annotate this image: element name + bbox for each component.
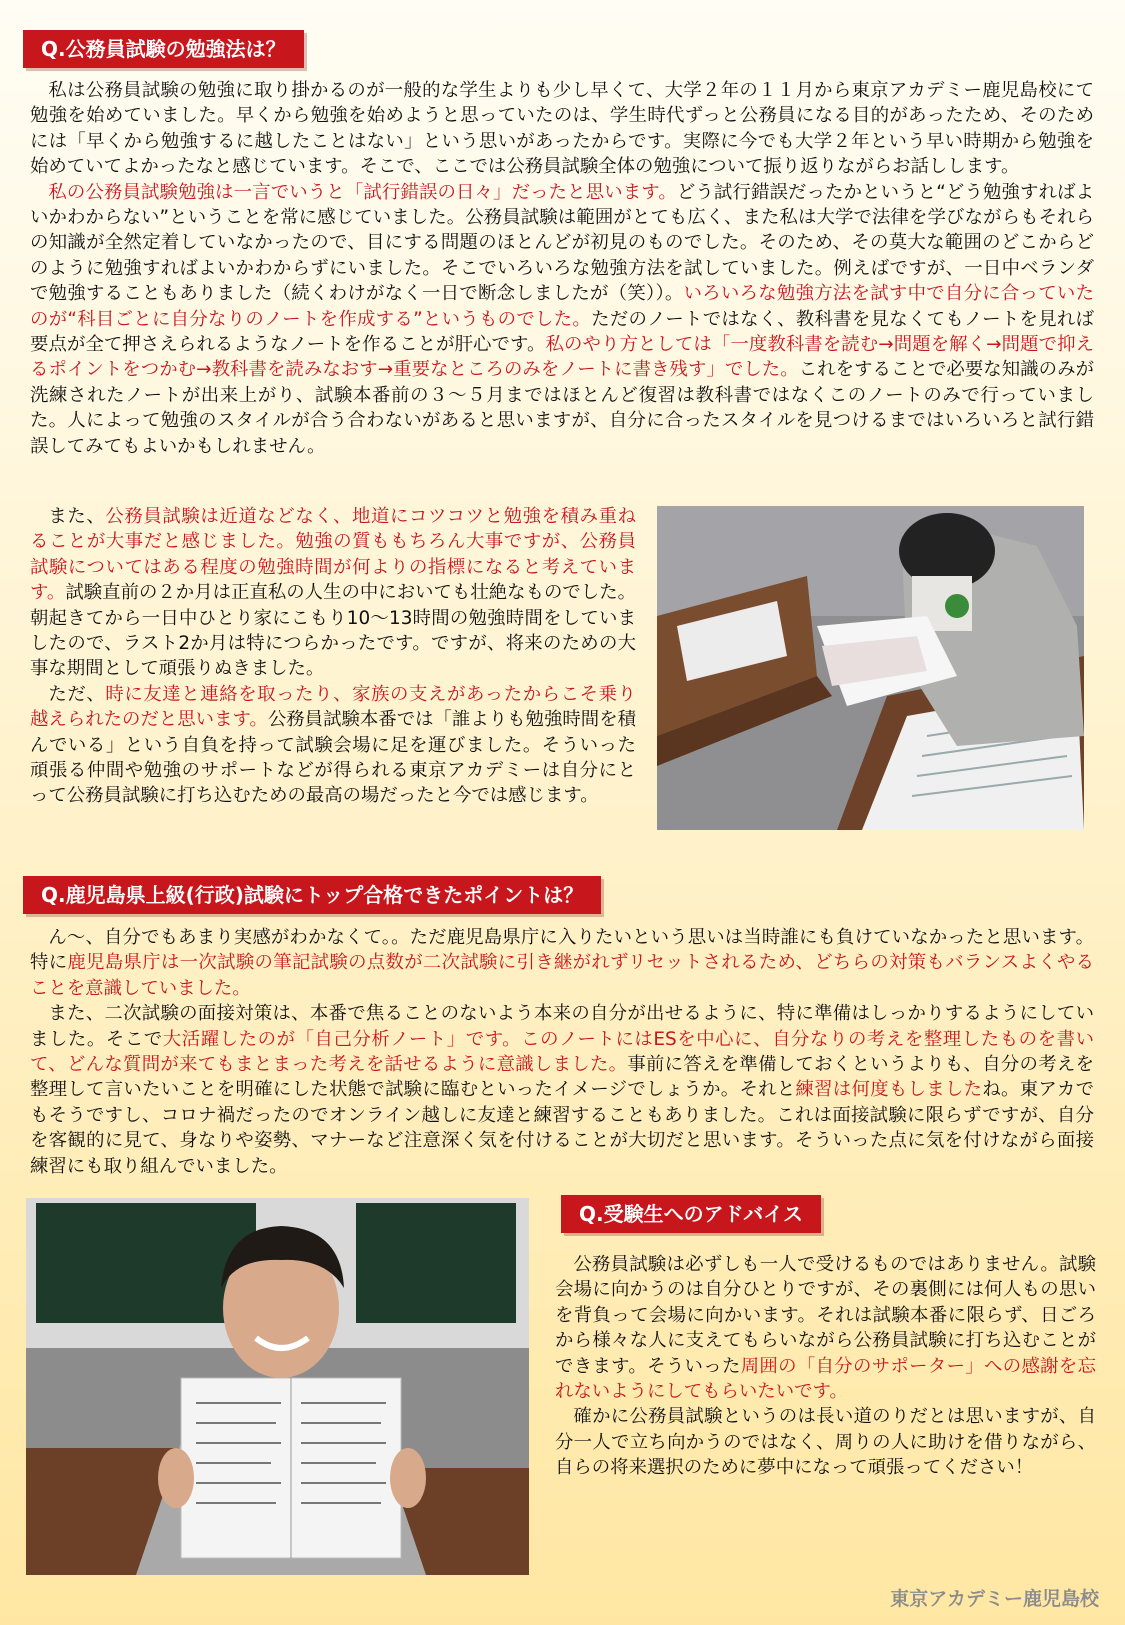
section1-paragraph-3 <box>30 504 636 682</box>
text: また、二次試験の面接対策は、本番で焦ることのないよう本来の自分が出せるように、特に準備はしっかりするようにしていました。そこで <box>30 1003 1094 1050</box>
section3-paragraph-2: 確かに公務員試験というのは長い道のりだとは思いますが、自分一人で立ち向かうのではなく、周りの人に助けを借りながら、自らの将来選択のために夢中になって頑張ってください！ <box>555 1406 1096 1479</box>
section1-heading: Q.公務員試験の勉強法は？ <box>23 30 304 68</box>
text: 事前に答えを準備しておくというよりも、自分の考えを整理して言いたいことを明確にした状態で試験に臨むといったイメージでしょうか。それと <box>30 1054 1094 1101</box>
section1-text-left <box>30 504 636 809</box>
text: 公務員試験本番では「誰よりも勉強時間を積んでいる」という自負を持って試験会場に足を運びました。そういった頑張る仲間や勉強のサポートなどが得られる東京アカデミーは自分にとって公務員試験に打ち込むための最高の場だったと今では感じます。 <box>30 709 636 807</box>
highlight: 時に友達と連絡を取ったり、家族の支えがあったからこそ乗り越えられたのだと思います。 <box>30 683 636 731</box>
section3-paragraph-1 <box>555 1252 1096 1404</box>
text: ただのノートではなく、教科書を見なくてもノートを見れば要点が全て押さえられるようなノートを作ることが肝心です。 <box>30 308 1094 356</box>
text: ね。東アカでもそうですし、コロナ禍だったのでオンライン越しに友達と練習することもありました。これは面接試験に限らずですが、自分を客観的に見て、身なりや姿勢、マナーなど注意深く気を付けることが大切だと思います。そういった点に気を付けながら面接練習にも取り組んでいました。 <box>30 1079 1094 1177</box>
highlight: いろいろな勉強方法を試す中で自分に合っていたのが“科目ごとに自分なりのノートを作成する”というものでした。 <box>30 283 1094 330</box>
text: ん～、自分でもあまり実感がわかなくて。。ただ鹿児島県庁に入りたいという思いは当時誰にも負けていなかったと思います。特に <box>30 927 1094 974</box>
highlight: 練習は何度もしました <box>795 1079 983 1101</box>
text: どう試行錯誤だったかというと“どう勉強すればよいかわからない”ということを常に感じていました。公務員試験は範囲がとても広く、また私は大学で法律を学びながらもそれらの知識が全然定着していなかったので、目にする問題のほとんどが初見のものでした。そのため、その莫大な範囲のどこからどのように勉強すればよいかわからずにいました。そこでいろいろな勉強方法を試していました。例えばですが、一日中ベランダで勉強することもありました（続くわけがなく一日で断念しましたが（笑））。 <box>30 181 1094 305</box>
section1-paragraph-4 <box>30 682 636 809</box>
text: 公務員試験は必ずしも一人で受けるものではありません。試験会場に向かうのは自分ひとりですが、その裏側には何人もの思いを背負って会場に向かいます。それは試験本番に限らず、日ごろから様々な人に支えてもらいながら公務員試験に打ち込むことができます。そういった <box>555 1254 1096 1377</box>
section1-paragraph-2 <box>30 180 1094 459</box>
text: これをすることで必要な知識のみが洗練されたノートが出来上がり、試験本番前の３～５月まではほとんど復習は教科書ではなくこのノートのみで行っていました。人によって勉強のスタイルが合う合わないがあると思いますが、自分に合ったスタイルを見つけるまではいろいろと試行錯誤してみてもよいかもしれません。 <box>30 359 1094 457</box>
section2-paragraph-2 <box>30 1001 1094 1179</box>
section3-heading: Q.受験生へのアドバイス <box>561 1195 821 1233</box>
highlight: 周囲の「自分のサポーター」への感謝を忘れないようにしてもらいたいです。 <box>555 1355 1096 1403</box>
highlight: 公務員試験は近道などなく、地道にコツコツと勉強を積み重ねることが大事だと感じました。勉強の質ももちろん大事ですが、公務員試験についてはある程度の勉強時間が何よりの指標になると考えています。 <box>30 506 636 604</box>
section3-text <box>555 1252 1096 1481</box>
text: 試験直前の２か月は正直私の人生の中においても壮絶なものでした。朝起きてから一日中ひとり家にこもり10～13時間の勉強時間をしていましたので、ラスト2か月は特につらかったです。ですが、将来のための大事な期間として頑張りぬきました。 <box>30 582 636 680</box>
highlight: 鹿児島県庁は一次試験の筆記試験の点数が二次試験に引き継がれずリセットされるため、どちらの対策もバランスよくやることを意識していました。 <box>30 952 1094 999</box>
footer-school-name: 東京アカデミー鹿児島校 <box>890 1588 1099 1610</box>
highlight: 大活躍したのが「自己分析ノート」です。このノートにはESを中心に、自分なりの考えを整理したものを書いて、どんな質問が来てもまとまった考えを話せるように意識しました。 <box>30 1028 1094 1076</box>
studying-student-photo <box>657 506 1084 830</box>
section2-heading: Q.鹿児島県上級(行政)試験にトップ合格できたポイントは？ <box>23 876 601 914</box>
text: また、 <box>48 506 106 527</box>
portrait-student-photo <box>26 1198 529 1575</box>
studying-student-photo-image <box>657 506 1084 830</box>
highlight: 私の公務員試験勉強は一言でいうと「試行錯誤の日々」だったと思います。 <box>48 181 677 203</box>
section1-text-top <box>30 78 1094 459</box>
text: ただ、 <box>48 683 106 705</box>
section1-paragraph-1: 私は公務員試験の勉強に取り掛かるのが一般的な学生よりも少し早くて、大学２年の１１月から東京アカデミー鹿児島校にて勉強を始めていました。早くから勉強を始めようと思っていたのは、学生時代ずっと公務員になる目的があったため、そのためには「早くから勉強するに越したことはない」という思いがあったからです。実際に今でも大学２年という早い時期から勉強を始めていてよかったなと感じています。そこで、ここでは公務員試験全体の勉強について振り返りながらお話しします。 <box>30 80 1094 178</box>
highlight: 私のやり方としては「一度教科書を読む→問題を解く→問題で抑えるポイントをつかむ→教科書を読みなおす→重要なところのみをノートに書き残す」でした。 <box>30 334 1094 381</box>
section2-paragraph-1 <box>30 925 1094 1001</box>
section2-text <box>30 925 1094 1179</box>
portrait-student-photo-image <box>26 1198 529 1575</box>
